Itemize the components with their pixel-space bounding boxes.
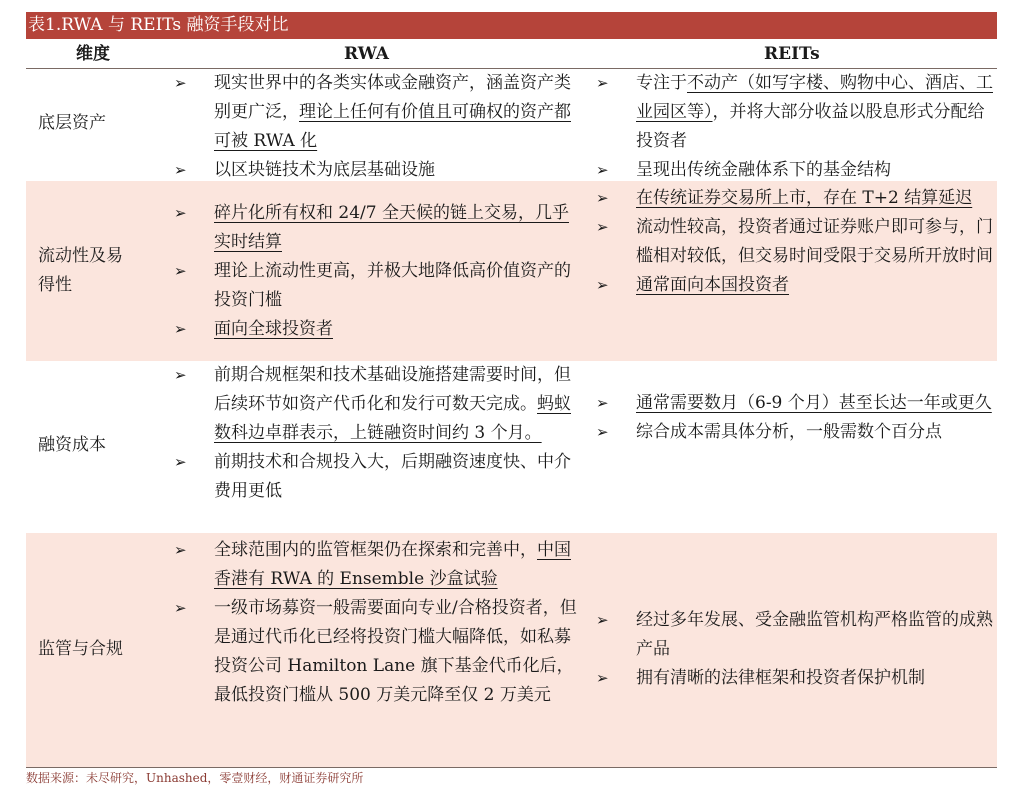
arrow-bullet-icon: ➢ — [596, 218, 609, 236]
arrow-bullet-icon: ➢ — [174, 453, 187, 471]
arrow-bullet-icon: ➢ — [174, 320, 187, 338]
arrow-bullet-icon: ➢ — [596, 161, 609, 179]
rwa-cell — [172, 536, 582, 710]
table-row — [26, 181, 997, 361]
row-label: 流动性及易 得性 — [38, 246, 123, 295]
list-item: ➢ 前期合规框架和技术基础设施搭建需要时间，但后续环节如资产代币化和发行可数天完成。蚂蚁数科边卓群表示，上链融资时间约 3 个月。 — [172, 361, 582, 448]
arrow-bullet-icon: ➢ — [174, 599, 187, 617]
list-item: ➢ 拥有清晰的法律框架和投资者保护机制 — [594, 664, 994, 693]
arrow-bullet-icon: ➢ — [174, 161, 187, 179]
header-dimension: 维度 — [76, 44, 110, 64]
list-item: ➢ 综合成本需具体分析，一般需数个百分点 — [594, 418, 994, 447]
row-label: 监管与合规 — [38, 639, 123, 659]
rwa-cell — [172, 361, 582, 506]
data-source-note: 数据来源：未尽研究，Unhashed，零壹财经，财通证券研究所 — [26, 771, 364, 785]
header-rwa: RWA — [344, 44, 389, 64]
table-header-row — [26, 39, 997, 69]
list-item: ➢ 理论上流动性更高，并极大地降低高价值资产的投资门槛 — [172, 257, 582, 315]
list-item: ➢ 在传统证券交易所上市，存在 T+2 结算延迟 — [594, 184, 994, 213]
arrow-bullet-icon: ➢ — [596, 669, 609, 687]
rwa-cell — [172, 199, 582, 344]
list-item: ➢ 通常需要数月（6-9 个月）甚至长达一年或更久 — [594, 389, 994, 418]
list-item: ➢ 通常面向本国投资者 — [594, 271, 994, 300]
arrow-bullet-icon: ➢ — [596, 394, 609, 412]
arrow-bullet-icon: ➢ — [174, 366, 187, 384]
table-bottom-rule — [26, 767, 997, 768]
list-item: ➢ 专注于不动产（如写字楼、购物中心、酒店、工业园区等），并将大部分收益以股息形式分配给投资者 — [594, 69, 994, 156]
rwa-cell — [172, 69, 582, 185]
arrow-bullet-icon: ➢ — [596, 423, 609, 441]
list-item: ➢ 现实世界中的各类实体或金融资产，涵盖资产类别更广泛，理论上任何有价值且可确权的资产都可被 RWA 化 — [172, 69, 582, 156]
table-row — [26, 361, 997, 533]
list-item: ➢ 以区块链技术为底层基础设施 — [172, 156, 582, 185]
reits-cell — [594, 389, 994, 447]
table-title: 表1.RWA 与 REITs 融资手段对比 — [26, 12, 997, 39]
table-row — [26, 533, 997, 767]
list-item: ➢ 全球范围内的监管框架仍在探索和完善中，中国香港有 RWA 的 Ensemble 沙盒试验 — [172, 536, 582, 594]
list-item: ➢ 流动性较高，投资者通过证券账户即可参与，门槛相对较低，但交易时间受限于交易所开放时间 — [594, 213, 994, 271]
reits-cell — [594, 184, 994, 300]
arrow-bullet-icon: ➢ — [174, 541, 187, 559]
list-item: ➢ 前期技术和合规投入大，后期融资速度快、中介费用更低 — [172, 448, 582, 506]
list-item: ➢ 面向全球投资者 — [172, 315, 582, 344]
table-row — [26, 69, 997, 181]
list-item: ➢ 经过多年发展、受金融监管机构严格监管的成熟产品 — [594, 606, 994, 664]
arrow-bullet-icon: ➢ — [596, 74, 609, 92]
arrow-bullet-icon: ➢ — [174, 74, 187, 92]
header-reits: REITs — [764, 44, 820, 64]
row-label: 融资成本 — [38, 435, 106, 455]
list-item: ➢ 一级市场募资一般需要面向专业/合格投资者，但是通过代币化已经将投资门槛大幅降低，如私募投资公司 Hamilton Lane 旗下基金代币化后，最低投资门槛从 500 万美元降至仅 2 万美元 — [172, 594, 582, 710]
arrow-bullet-icon: ➢ — [174, 262, 187, 280]
arrow-bullet-icon: ➢ — [596, 276, 609, 294]
reits-cell — [594, 69, 994, 185]
row-label: 底层资产 — [38, 113, 106, 133]
arrow-bullet-icon: ➢ — [596, 611, 609, 629]
reits-cell — [594, 606, 994, 693]
arrow-bullet-icon: ➢ — [596, 189, 609, 207]
arrow-bullet-icon: ➢ — [174, 204, 187, 222]
list-item: ➢ 呈现出传统金融体系下的基金结构 — [594, 156, 994, 185]
list-item: ➢ 碎片化所有权和 24/7 全天候的链上交易，几乎实时结算 — [172, 199, 582, 257]
